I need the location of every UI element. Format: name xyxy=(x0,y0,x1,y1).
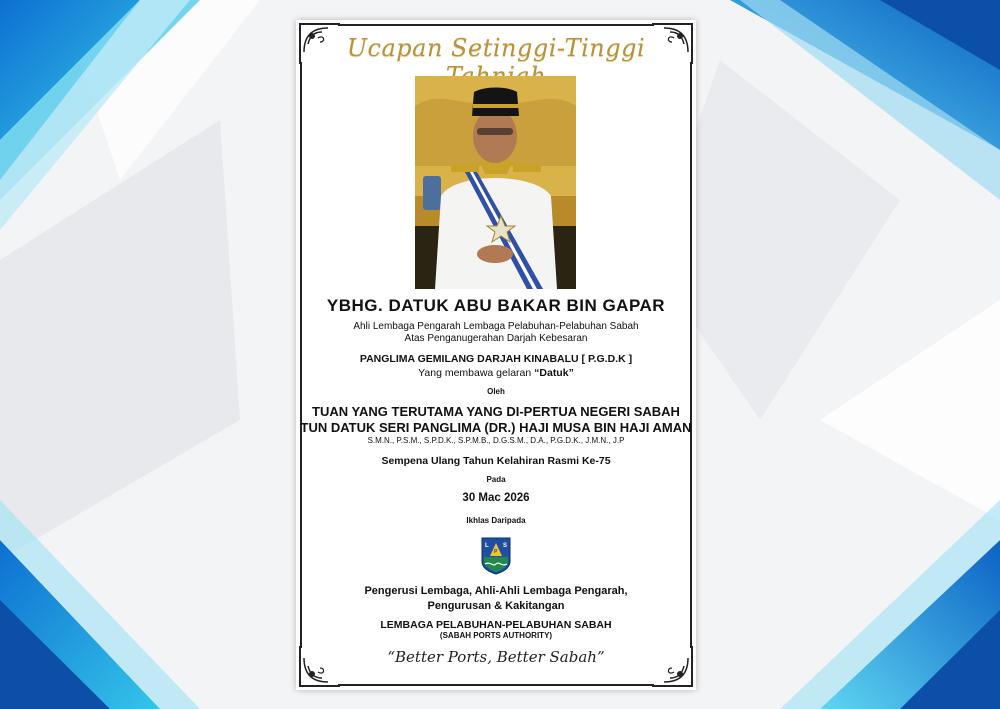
occasion-date: 30 Mac 2026 xyxy=(462,492,530,504)
svg-text:P: P xyxy=(494,549,498,555)
occasion-on-label: Pada xyxy=(486,475,506,484)
conferred-by-label: Oleh xyxy=(487,387,505,396)
poster-title: Ucapan Setinggi-Tinggi xyxy=(346,34,646,62)
sender-line2: Pengurusan & Kakitangan xyxy=(427,600,565,612)
occasion-text: Sempena Ulang Tahun Kelahiran Rasmi Ke-75 xyxy=(381,455,611,467)
award-name: PANGLIMA GEMILANG DARJAH KINABALU [ P.G.D.K ] xyxy=(359,353,633,365)
svg-text:S: S xyxy=(503,543,508,549)
honoree-portrait xyxy=(415,76,576,289)
governor-honours: S.M.N., P.S.M., S.P.D.K., S.P.M.B., D.G.S.M., D.A., P.G.D.K., J.M.N., J.P xyxy=(367,436,625,445)
honoree-role-line2: Atas Penganugerahan Darjah Kebesaran xyxy=(404,333,588,344)
award-title-line xyxy=(296,367,696,379)
lps-shield-logo-icon xyxy=(481,537,511,575)
organization-name-english: (SABAH PORTS AUTHORITY) xyxy=(439,631,553,640)
frame-top-line xyxy=(338,24,654,26)
award-title-prefix: Yang membawa gelaran xyxy=(418,367,535,379)
governor-line1: TUAN YANG TERUTAMA YANG DI-PERTUA NEGERI SABAH xyxy=(312,404,680,419)
award-title-value: “Datuk” xyxy=(534,367,574,379)
organization-slogan: “Better Ports, Better Sabah” xyxy=(387,648,605,666)
honoree-name: YBHG. DATUK ABU BAKAR BIN GAPAR xyxy=(326,296,666,315)
organization-name: LEMBAGA PELABUHAN-PELABUHAN SABAH xyxy=(380,619,612,631)
svg-text:L: L xyxy=(485,543,489,549)
honoree-role-line1: Ahli Lembaga Pengarah Lembaga Pelabuhan-Pelabuhan Sabah xyxy=(353,321,639,332)
sender-line1: Pengerusi Lembaga, Ahli-Ahli Lembaga Pengarah, xyxy=(364,585,628,597)
governor-line2: TUN DATUK SERI PANGLIMA (DR.) HAJI MUSA BIN HAJI AMAN xyxy=(300,420,692,435)
congratulatory-poster xyxy=(296,20,696,690)
sender-from-label: Ikhlas Daripada xyxy=(466,516,526,525)
frame-bottom-line xyxy=(338,684,654,686)
